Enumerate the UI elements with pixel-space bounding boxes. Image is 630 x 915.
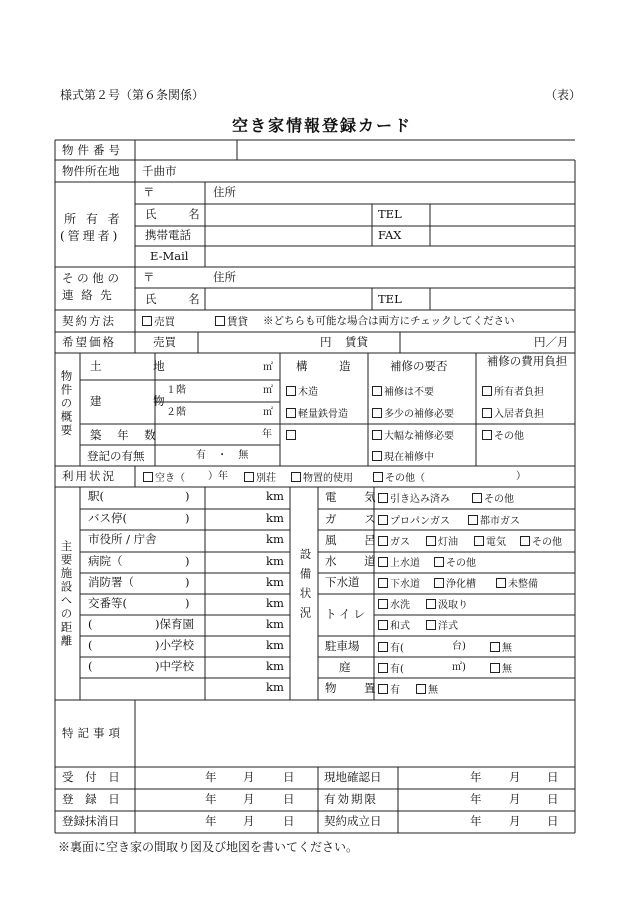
- structure-wood-checkbox[interactable]: [286, 386, 318, 398]
- price-sale-unit: 円: [320, 335, 332, 349]
- structure-label: 構 造: [296, 359, 365, 373]
- facility-name[interactable]: 消防署（: [88, 575, 134, 589]
- age-label: 築 年 数: [90, 428, 162, 442]
- repair-now-checkbox[interactable]: [372, 451, 434, 463]
- repair-some-checkbox[interactable]: [372, 408, 454, 420]
- checkbox-icon: [286, 386, 296, 396]
- price-rent-unit: 円／月: [534, 335, 569, 349]
- facility-close: )小学校: [155, 638, 194, 652]
- sewer-opt-2[interactable]: [434, 578, 476, 590]
- facility-name[interactable]: 交番等(: [88, 596, 127, 610]
- facility-km-unit: km: [266, 511, 284, 525]
- toilet-opt-1-text: 水洗: [390, 600, 410, 611]
- overview-label: 物件の概要: [59, 370, 74, 438]
- repair-major-checkbox[interactable]: [372, 430, 454, 442]
- parking-no[interactable]: [490, 642, 512, 654]
- parking-label: 駐車場: [325, 639, 360, 653]
- floor2-label: ２階: [166, 407, 186, 418]
- checkbox-icon: [482, 408, 492, 418]
- registered-date-label: 登 録 日: [62, 792, 124, 806]
- registered-label: 登記の有無: [87, 449, 145, 463]
- facility-km-unit: km: [266, 532, 284, 546]
- price-sale-label: 売買: [153, 335, 176, 349]
- owner-address-label: 住所: [213, 185, 236, 199]
- date-unit: 年: [470, 770, 482, 784]
- facility-close: )中学校: [155, 659, 194, 673]
- checkbox-icon: [434, 557, 444, 567]
- water-opt-2[interactable]: [434, 557, 476, 569]
- date-unit: 年: [205, 814, 217, 828]
- checkbox-icon: [426, 536, 436, 546]
- facility-close: ): [185, 575, 190, 589]
- structure-wood-text: 木造: [298, 387, 318, 398]
- garden-yes[interactable]: [378, 663, 404, 675]
- date-unit: 日: [547, 770, 559, 784]
- contact-name-label: 氏 名: [145, 292, 214, 306]
- checkbox-icon: [378, 684, 388, 694]
- checkbox-icon: [143, 472, 153, 482]
- electric-opt-2-text: その他: [484, 494, 514, 505]
- usage-storage-text: 物置的使用: [303, 473, 353, 484]
- checkbox-icon: [142, 316, 152, 326]
- gas-opt-1[interactable]: [378, 515, 450, 527]
- checkbox-icon: [490, 642, 500, 652]
- contact-address-label: 住所: [213, 270, 236, 284]
- garden-yes-text: 有(: [390, 664, 404, 675]
- contract-date-label: 契約成立日: [324, 814, 382, 828]
- facility-name[interactable]: 市役所 / 庁舎: [88, 532, 157, 546]
- date-unit: 月: [243, 770, 255, 784]
- checkbox-icon: [372, 451, 382, 461]
- date-unit: 日: [283, 792, 295, 806]
- toilet-opt-3[interactable]: [378, 620, 410, 632]
- land-sqm: ㎡: [263, 362, 273, 373]
- shed-no[interactable]: [416, 684, 438, 696]
- electric-opt-2[interactable]: [472, 493, 514, 505]
- facility-name[interactable]: (: [88, 638, 93, 652]
- checkbox-icon: [520, 536, 530, 546]
- registered-value[interactable]: 有 ・ 無: [196, 450, 253, 461]
- bath-opt-4[interactable]: [520, 536, 562, 548]
- repair-some-text: 多少の補修必要: [384, 409, 454, 420]
- structure-steel-checkbox[interactable]: [286, 408, 348, 420]
- facility-close: )保育園: [155, 617, 194, 631]
- sewer-opt-1[interactable]: [378, 578, 420, 590]
- contract-note: ※どちらも可能な場合は両方にチェックしてください: [263, 315, 515, 327]
- price-rent-label: 賃貸: [345, 335, 368, 349]
- usage-other-text: その他（: [385, 473, 425, 484]
- checkbox-icon: [372, 430, 382, 440]
- cost-tenant-checkbox[interactable]: [482, 408, 544, 420]
- received-date-label: 受 付 日: [62, 770, 124, 784]
- contract-sale-text: 売買: [154, 316, 175, 328]
- other-contact-label-2: 連 絡 先: [62, 288, 114, 302]
- facility-km-unit: km: [266, 659, 284, 673]
- garden-area-unit: ㎡): [452, 662, 466, 673]
- toilet-label: トイレ: [325, 607, 368, 621]
- usage-vacant-checkbox[interactable]: [143, 472, 185, 484]
- owner-tel-label: TEL: [378, 207, 402, 221]
- usage-label: 利用状況: [62, 469, 116, 483]
- checkbox-icon: [434, 578, 444, 588]
- cost-tenant-text: 入居者負担: [494, 409, 544, 420]
- cost-owner-text: 所有者負担: [494, 387, 544, 398]
- gas-opt-2-text: 都市ガス: [480, 516, 520, 527]
- bath-opt-3[interactable]: [474, 536, 506, 548]
- form-number: 様式第２号（第６条関係）: [60, 88, 205, 102]
- shed-yes[interactable]: [378, 684, 400, 696]
- price-label: 希望価格: [62, 335, 116, 349]
- shed-label: 物 置: [325, 681, 388, 695]
- sewer-opt-3[interactable]: [496, 578, 538, 590]
- checkbox-icon: [482, 430, 492, 440]
- cost-owner-checkbox[interactable]: [482, 386, 544, 398]
- floor2-sqm: ㎡: [263, 407, 273, 418]
- checkbox-icon: [378, 536, 388, 546]
- location-value[interactable]: 千曲市: [142, 164, 177, 178]
- bath-opt-4-text: その他: [532, 537, 562, 548]
- checkbox-icon: [496, 578, 506, 588]
- checkbox-icon: [378, 599, 388, 609]
- usage-storage-checkbox[interactable]: [291, 472, 353, 484]
- date-unit: 年: [205, 792, 217, 806]
- gas-label: ガ ス: [325, 512, 388, 526]
- sewer-opt-2-text: 浄化槽: [446, 579, 476, 590]
- facility-name[interactable]: 病院（: [88, 554, 123, 568]
- remarks-field[interactable]: [136, 701, 574, 766]
- date-unit: 月: [509, 814, 521, 828]
- toilet-opt-2[interactable]: [426, 599, 468, 611]
- electric-label: 電 気: [325, 490, 388, 504]
- owner-mobile-label: 携帯電話: [145, 228, 191, 242]
- usage-villa-checkbox[interactable]: [244, 472, 276, 484]
- cost-other-checkbox[interactable]: [482, 430, 524, 442]
- usage-other-close: ）: [516, 471, 526, 482]
- date-unit: 月: [243, 792, 255, 806]
- facility-close: ): [185, 554, 190, 568]
- contact-tel-label: TEL: [378, 292, 402, 306]
- sewer-opt-3-text: 未整備: [508, 579, 538, 590]
- bath-opt-1-text: ガス: [390, 537, 410, 548]
- usage-other-checkbox[interactable]: [373, 472, 425, 484]
- date-unit: 年: [470, 814, 482, 828]
- toilet-opt-3-text: 和式: [390, 621, 410, 632]
- checkbox-icon: [378, 663, 388, 673]
- gas-opt-2[interactable]: [468, 515, 520, 527]
- checkbox-icon: [372, 408, 382, 418]
- checkbox-icon: [372, 386, 382, 396]
- checkbox-icon: [215, 316, 225, 326]
- checkbox-icon: [378, 620, 388, 630]
- water-opt-1[interactable]: [378, 557, 420, 569]
- electric-opt-1-text: 引き込み済み: [390, 494, 450, 505]
- usage-vacant-text: 空き（: [155, 473, 185, 484]
- deleted-date-label: 登録抹消日: [62, 814, 120, 828]
- water-label: 水 道: [325, 554, 388, 568]
- facility-km-unit: km: [266, 596, 284, 610]
- checkbox-icon: [378, 642, 388, 652]
- parking-yes[interactable]: [378, 642, 404, 654]
- owner-name-label: 氏 名: [145, 207, 214, 221]
- date-unit: 月: [509, 770, 521, 784]
- contract-rent-text: 賃貸: [227, 316, 248, 328]
- garden-no-text: 無: [502, 664, 512, 675]
- facility-km-unit: km: [266, 489, 284, 503]
- facility-km-unit: km: [266, 680, 284, 694]
- bath-opt-2-text: 灯油: [438, 537, 458, 548]
- contact-postal-mark: 〒: [143, 270, 155, 284]
- cost-other-text: その他: [494, 431, 524, 442]
- sewer-label: 下水道: [325, 575, 360, 589]
- electric-opt-1[interactable]: [378, 493, 450, 505]
- checkbox-icon: [468, 515, 478, 525]
- repair-major-text: 大幅な補修必要: [384, 431, 454, 442]
- garden-label: 庭: [339, 660, 351, 674]
- repair-label: 補修の要否: [390, 359, 448, 373]
- contract-label: 契約方法: [62, 314, 116, 328]
- toilet-opt-2-text: 汲取り: [438, 600, 468, 611]
- date-unit: 月: [243, 814, 255, 828]
- age-year-unit: 年: [262, 429, 272, 440]
- gas-opt-1-text: プロパンガス: [390, 516, 450, 527]
- date-unit: 年: [470, 792, 482, 806]
- property-no-label: 物件番号: [62, 143, 124, 157]
- checkbox-icon: [286, 408, 296, 418]
- facility-close: ): [185, 596, 190, 610]
- equipment-label: 設備状況: [298, 548, 313, 626]
- parking-count-unit: 台): [452, 641, 466, 652]
- floor1-sqm: ㎡: [263, 385, 273, 396]
- contract-rent-checkbox[interactable]: [215, 316, 248, 328]
- checkbox-icon: [426, 620, 436, 630]
- bath-label: 風 呂: [325, 533, 388, 547]
- date-unit: 日: [283, 814, 295, 828]
- parking-yes-text: 有(: [390, 643, 404, 654]
- checkbox-icon: [482, 386, 492, 396]
- date-unit: 月: [509, 792, 521, 806]
- owner-email-label: E-Mail: [150, 249, 189, 263]
- checkbox-icon: [378, 493, 388, 503]
- usage-vacant-year: ）年: [208, 471, 228, 482]
- footer-note: ※裏面に空き家の間取り図及び地図を書いてください。: [58, 840, 359, 854]
- contract-sale-checkbox[interactable]: [142, 316, 175, 328]
- page-title: 空き家情報登録カード: [232, 116, 413, 135]
- parking-no-text: 無: [502, 643, 512, 654]
- facility-km-unit: km: [266, 575, 284, 589]
- water-opt-1-text: 上水道: [390, 558, 420, 569]
- garden-no[interactable]: [490, 663, 512, 675]
- toilet-opt-4-text: 洋式: [438, 621, 458, 632]
- date-unit: 日: [547, 814, 559, 828]
- owner-postal-mark: 〒: [143, 185, 155, 199]
- repair-none-checkbox[interactable]: [372, 386, 434, 398]
- site-check-label: 現地確認日: [324, 770, 382, 784]
- structure-steel-text: 軽量鉄骨造: [298, 409, 348, 420]
- facility-name[interactable]: バス停(: [88, 511, 127, 525]
- date-unit: 日: [283, 770, 295, 784]
- checkbox-icon: [472, 493, 482, 503]
- date-unit: 年: [205, 770, 217, 784]
- cost-label: 補修の費用負担: [486, 354, 568, 368]
- owner-fax-label: FAX: [378, 228, 402, 242]
- facility-name[interactable]: (: [88, 617, 93, 631]
- land-label: 土 地: [90, 359, 189, 373]
- facility-km-unit: km: [266, 617, 284, 631]
- repair-now-text: 現在補修中: [384, 452, 434, 463]
- bath-opt-1[interactable]: [378, 536, 410, 548]
- valid-until-label: 有効期限: [324, 792, 378, 806]
- toilet-opt-4[interactable]: [426, 620, 458, 632]
- other-contact-label-1: そ の 他 の: [62, 271, 119, 285]
- owner-label: 所 有 者: [64, 212, 123, 226]
- facility-close: ): [185, 489, 190, 503]
- building-label: 建 物: [90, 394, 189, 408]
- shed-no-text: 無: [428, 685, 438, 696]
- shed-yes-text: 有: [390, 685, 400, 696]
- structure-other-checkbox[interactable]: [286, 430, 298, 442]
- facility-close: ): [185, 511, 190, 525]
- checkbox-icon: [378, 557, 388, 567]
- checkbox-icon: [286, 430, 296, 440]
- facility-km-unit: km: [266, 638, 284, 652]
- checkbox-icon: [244, 472, 254, 482]
- remarks-label: 特記事項: [62, 726, 124, 740]
- checkbox-icon: [416, 684, 426, 694]
- bath-opt-3-text: 電気: [486, 537, 506, 548]
- front-side-label: （表）: [545, 88, 582, 102]
- checkbox-icon: [426, 599, 436, 609]
- checkbox-icon: [378, 515, 388, 525]
- owner-sub-label: (管理者): [60, 229, 121, 243]
- facility-name[interactable]: (: [88, 659, 93, 673]
- sewer-opt-1-text: 下水道: [390, 579, 420, 590]
- facility-name[interactable]: 駅(: [88, 489, 104, 503]
- toilet-opt-1[interactable]: [378, 599, 410, 611]
- bath-opt-2[interactable]: [426, 536, 458, 548]
- facility-km-unit: km: [266, 554, 284, 568]
- checkbox-icon: [474, 536, 484, 546]
- checkbox-icon: [490, 663, 500, 673]
- checkbox-icon: [291, 472, 301, 482]
- floor1-label: １階: [166, 385, 186, 396]
- water-opt-2-text: その他: [446, 558, 476, 569]
- facilities-label: 主要施設への距離: [59, 540, 74, 648]
- repair-none-text: 補修は不要: [384, 387, 434, 398]
- checkbox-icon: [373, 472, 383, 482]
- date-unit: 日: [547, 792, 559, 806]
- checkbox-icon: [378, 578, 388, 588]
- location-label: 物件所在地: [62, 164, 120, 178]
- usage-villa-text: 別荘: [256, 473, 276, 484]
